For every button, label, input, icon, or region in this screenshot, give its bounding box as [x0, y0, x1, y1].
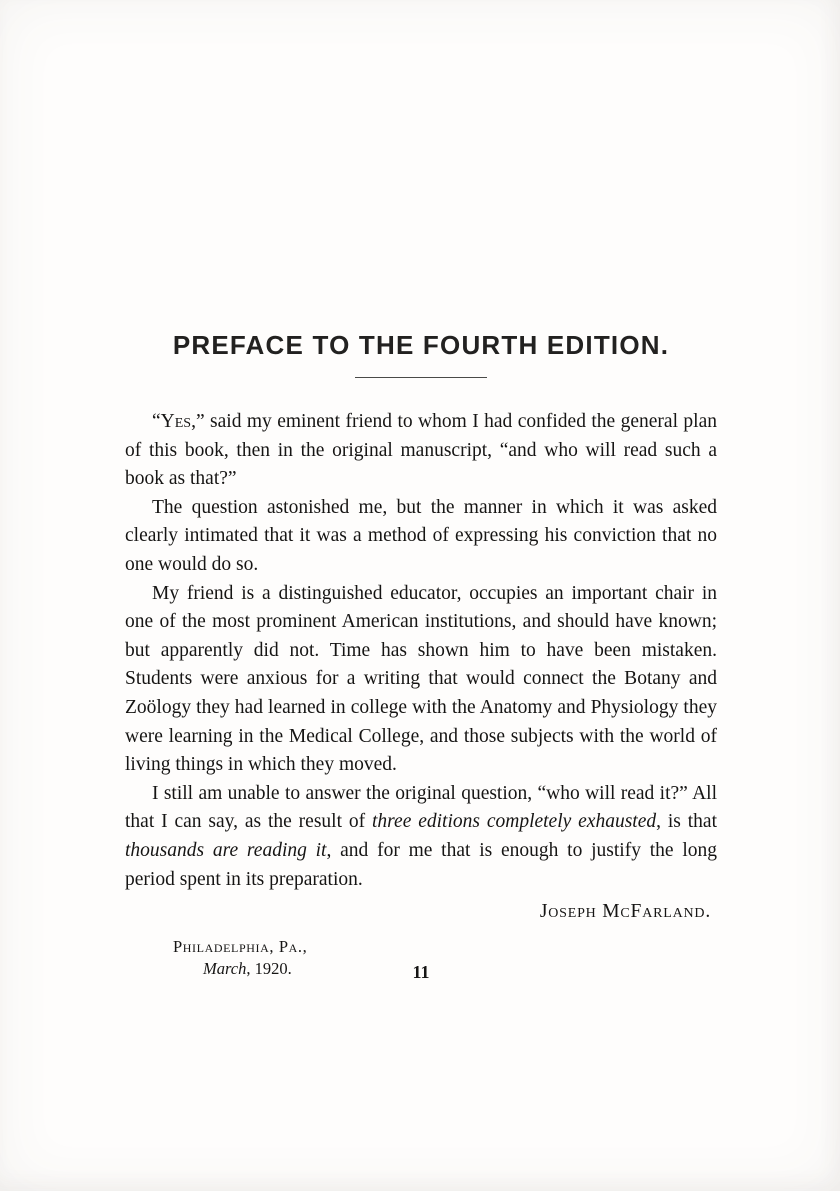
page-number: 11: [412, 962, 430, 983]
title-divider: [355, 377, 487, 378]
p1-text: ,” said my eminent friend to whom I had confided the general plan of this book, then in the original manuscript, “and who will read such a book as that?”: [125, 411, 717, 490]
author-signature: Joseph McFarland.: [539, 901, 711, 923]
paragraph-2: [125, 494, 717, 580]
footer-date-month: March: [203, 959, 247, 979]
p3-text: My friend is a distinguished educator, occupies an important chair in one of the most prominent American institutions, and should have known; but apparently did not. Time has shown him to have been mistaken. Students were anxious for a writing that would connect the Botany and Zoölogy they had learned in college with the Anatomy and Physiology they were learning in the Medical College, and those subjects with the world of living things in which they moved.: [125, 582, 717, 776]
p4-italic-1: three editions completely exhausted: [372, 811, 657, 833]
paragraph-3: [125, 580, 717, 780]
footer-date-year: , 1920.: [246, 959, 292, 979]
p1-open-quote: “: [152, 411, 161, 432]
page-title: PREFACE TO THE FOURTH EDITION.: [172, 330, 670, 360]
p4-text-2: , is that: [656, 811, 718, 833]
p1-lead-word: Yes: [160, 411, 192, 432]
p2-text: The question astonished me, but the manner in which it was asked clearly intimated that it was a method of expressing his conviction that no one would do so.: [125, 496, 717, 575]
p4-text-1: I still am unable to answer the original question, “who will read it?” All that I can say, as the result of: [125, 782, 717, 833]
page-content: [125, 330, 717, 983]
footer-place: Philadelphia, Pa.,: [173, 937, 308, 957]
p4-italic-2: thousands are reading it: [125, 839, 327, 861]
paragraph-1: [125, 408, 717, 494]
paragraph-4: [125, 780, 717, 894]
p4-text-3: , and for me that is enough to justify the long period spent in its preparation.: [125, 839, 717, 890]
